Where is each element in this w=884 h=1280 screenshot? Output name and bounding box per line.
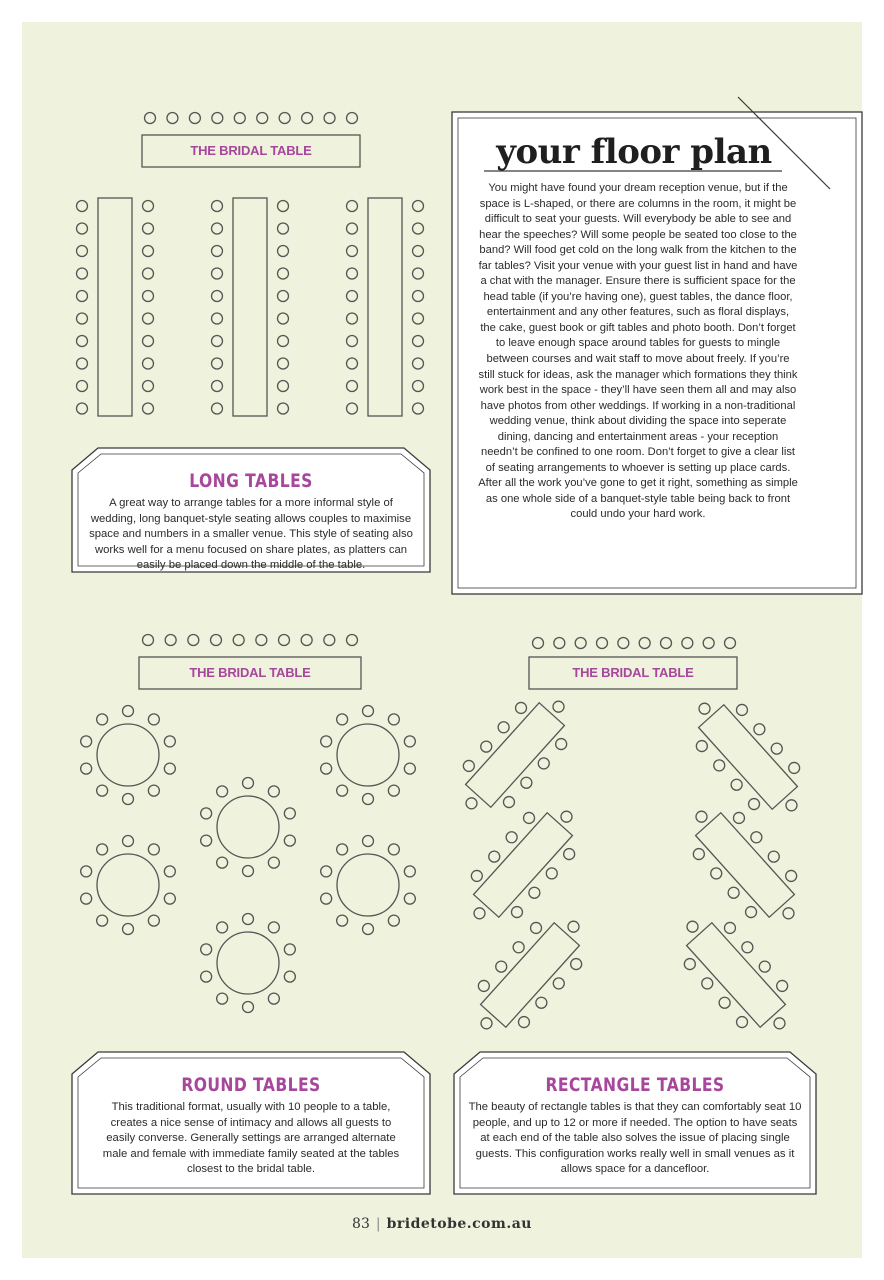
intro-heading: your floor plan	[496, 132, 772, 172]
chair	[714, 760, 725, 771]
chair	[736, 704, 747, 715]
chair	[77, 201, 88, 212]
chair	[211, 635, 222, 646]
chair	[749, 799, 760, 810]
chair	[553, 978, 564, 989]
chair	[347, 201, 358, 212]
chair	[513, 942, 524, 953]
chair	[363, 706, 374, 717]
rectangle-table	[699, 705, 798, 809]
round-table	[337, 854, 399, 916]
chair	[143, 246, 154, 257]
chair	[404, 866, 415, 877]
chair	[463, 760, 474, 771]
chair	[347, 403, 358, 414]
chair	[189, 113, 200, 124]
footer-website: bridetobe.com.au	[386, 1216, 532, 1232]
bridal-table-label-rectangle: THE BRIDAL TABLE	[572, 665, 694, 680]
chair	[212, 223, 223, 234]
chair	[489, 851, 500, 862]
chair	[337, 714, 348, 725]
chair	[77, 223, 88, 234]
chair	[474, 908, 485, 919]
chair	[413, 358, 424, 369]
chair	[145, 113, 156, 124]
chair	[81, 893, 92, 904]
chair	[243, 914, 254, 925]
chair	[123, 924, 134, 935]
chair	[337, 915, 348, 926]
round-tables-body: This traditional format, usually with 10 people to a table, creates a nice sense of intimacy and allows all guests to easily converse. Generally settings are arranged alternate male and female with immediate family seated at the tables closest to the bridal table.	[102, 1101, 400, 1175]
chair	[143, 336, 154, 347]
chair	[77, 358, 88, 369]
chair	[278, 291, 289, 302]
chair	[737, 1017, 748, 1028]
chair	[699, 703, 710, 714]
chair	[478, 980, 489, 991]
chair	[212, 313, 223, 324]
chair	[413, 201, 424, 212]
chair	[212, 268, 223, 279]
chair	[347, 268, 358, 279]
chair	[725, 638, 736, 649]
chair	[556, 739, 567, 750]
chair	[347, 381, 358, 392]
chair	[123, 706, 134, 717]
chair	[164, 893, 175, 904]
long-table	[98, 198, 132, 416]
chair	[347, 313, 358, 324]
chair	[212, 246, 223, 257]
chair	[278, 403, 289, 414]
chair	[77, 246, 88, 257]
chair	[278, 223, 289, 234]
long-tables-card	[86, 470, 416, 574]
chair	[789, 762, 800, 773]
chair	[201, 808, 212, 819]
chair	[217, 786, 228, 797]
chair	[278, 358, 289, 369]
chair	[521, 777, 532, 788]
chair	[97, 915, 108, 926]
rectangle-table	[687, 923, 786, 1027]
chair	[321, 763, 332, 774]
chair	[143, 223, 154, 234]
chair	[696, 811, 707, 822]
chair	[733, 812, 744, 823]
chair	[148, 785, 159, 796]
chair	[404, 736, 415, 747]
chair	[164, 736, 175, 747]
chair	[413, 291, 424, 302]
chair	[413, 403, 424, 414]
chair	[554, 638, 565, 649]
chair	[324, 635, 335, 646]
chair	[703, 638, 714, 649]
chair	[201, 835, 212, 846]
rectangle-tables-body: The beauty of rectangle tables is that they can comfortably seat 10 people, and up to 12 or more if needed. The option to have seats at each end of the table also solves the issue of placing single guests. This configuration works really well in small venues as it allows space for a dancefloor.	[468, 1101, 802, 1175]
chair	[684, 959, 695, 970]
round-tables-title: ROUND TABLES	[181, 1074, 321, 1096]
chair	[167, 113, 178, 124]
bridal-table-label-long: THE BRIDAL TABLE	[190, 143, 312, 158]
chair	[413, 381, 424, 392]
page-number: 83	[352, 1216, 370, 1232]
chair	[243, 866, 254, 877]
chair	[337, 844, 348, 855]
chair	[687, 921, 698, 932]
chair	[702, 978, 713, 989]
chair	[212, 336, 223, 347]
chair	[388, 844, 399, 855]
chair	[279, 113, 290, 124]
chair	[561, 811, 572, 822]
chair	[97, 844, 108, 855]
chair	[481, 1018, 492, 1029]
chair	[212, 381, 223, 392]
chair	[233, 635, 244, 646]
chair	[143, 201, 154, 212]
chair	[786, 800, 797, 811]
chair	[506, 832, 517, 843]
chair	[347, 223, 358, 234]
chair	[77, 381, 88, 392]
chair	[268, 922, 279, 933]
long-tables-title: LONG TABLES	[189, 470, 313, 492]
chair	[148, 844, 159, 855]
chair	[278, 268, 289, 279]
chair	[347, 358, 358, 369]
chair	[217, 922, 228, 933]
chair	[347, 246, 358, 257]
chair	[284, 971, 295, 982]
chair	[77, 291, 88, 302]
chair	[143, 313, 154, 324]
chair	[257, 113, 268, 124]
chair	[751, 832, 762, 843]
chair	[77, 336, 88, 347]
chair	[553, 701, 564, 712]
chair	[575, 638, 586, 649]
chair	[771, 743, 782, 754]
chair	[278, 381, 289, 392]
chair	[571, 959, 582, 970]
chair	[81, 736, 92, 747]
chair	[777, 980, 788, 991]
chair	[661, 638, 672, 649]
chair	[256, 635, 267, 646]
chair	[742, 942, 753, 953]
bridal-table-label-round: THE BRIDAL TABLE	[189, 665, 311, 680]
chair	[123, 794, 134, 805]
chair	[413, 223, 424, 234]
round-table	[97, 724, 159, 786]
chair	[639, 638, 650, 649]
chair	[243, 1002, 254, 1013]
chair	[143, 291, 154, 302]
chair	[217, 993, 228, 1004]
chair	[529, 887, 540, 898]
chair	[321, 866, 332, 877]
chair	[774, 1018, 785, 1029]
chair	[278, 313, 289, 324]
chair	[682, 638, 693, 649]
chair	[724, 922, 735, 933]
chair	[347, 113, 358, 124]
footer-separator: |	[375, 1216, 381, 1232]
chair	[164, 763, 175, 774]
chair	[524, 812, 535, 823]
chair	[759, 961, 770, 972]
rectangle-table	[466, 703, 565, 807]
chair	[143, 403, 154, 414]
chair	[347, 291, 358, 302]
long-table	[233, 198, 267, 416]
chair	[278, 246, 289, 257]
chair	[188, 635, 199, 646]
chair	[337, 785, 348, 796]
long-table	[368, 198, 402, 416]
chair	[413, 246, 424, 257]
chair	[711, 868, 722, 879]
rectangle-table	[474, 813, 573, 917]
chair	[212, 113, 223, 124]
chair	[278, 336, 289, 347]
page-footer	[0, 1216, 884, 1232]
chair	[279, 635, 290, 646]
rectangle-table	[481, 923, 580, 1027]
round-tables-card	[96, 1074, 406, 1178]
chair	[212, 291, 223, 302]
chair	[278, 201, 289, 212]
chair	[321, 893, 332, 904]
chair	[284, 835, 295, 846]
chair	[217, 857, 228, 868]
chair	[536, 997, 547, 1008]
chair	[719, 997, 730, 1008]
long-tables-body: A great way to arrange tables for a more informal style of wedding, long banquet-style seating allows couples to maximise space and numbers in a smaller venue. This style of seating also works well for a menu focused on share plates, as platters can easily be placed down the middle of the table.	[89, 497, 413, 571]
chair	[696, 741, 707, 752]
chair	[212, 201, 223, 212]
chair	[786, 870, 797, 881]
chair	[268, 786, 279, 797]
chair	[388, 915, 399, 926]
chair	[511, 907, 522, 918]
rectangle-tables-card	[468, 1074, 802, 1178]
chair	[466, 798, 477, 809]
chair	[746, 907, 757, 918]
chair	[498, 722, 509, 733]
chair	[212, 403, 223, 414]
chair	[618, 638, 629, 649]
chair	[496, 961, 507, 972]
chair	[77, 268, 88, 279]
chair	[388, 785, 399, 796]
chair	[123, 836, 134, 847]
chair	[81, 866, 92, 877]
chair	[321, 736, 332, 747]
chair	[388, 714, 399, 725]
chair	[284, 808, 295, 819]
chair	[243, 778, 254, 789]
chair	[97, 785, 108, 796]
chair	[538, 758, 549, 769]
chair	[404, 893, 415, 904]
rectangle-tables-title: RECTANGLE TABLES	[545, 1074, 725, 1096]
chair	[471, 870, 482, 881]
chair	[363, 836, 374, 847]
chair	[597, 638, 608, 649]
chair	[363, 924, 374, 935]
chair	[564, 849, 575, 860]
rectangle-table	[696, 813, 795, 917]
chair	[503, 797, 514, 808]
round-table	[337, 724, 399, 786]
chair	[413, 268, 424, 279]
chair	[301, 635, 312, 646]
chair	[413, 336, 424, 347]
chair	[728, 887, 739, 898]
chair	[268, 857, 279, 868]
chair	[201, 944, 212, 955]
chair	[148, 915, 159, 926]
chair	[201, 971, 212, 982]
chair	[81, 763, 92, 774]
chair	[413, 313, 424, 324]
chair	[768, 851, 779, 862]
chair	[568, 921, 579, 932]
chair	[363, 794, 374, 805]
chair	[164, 866, 175, 877]
chair	[754, 724, 765, 735]
chair	[77, 313, 88, 324]
chair	[77, 403, 88, 414]
round-table	[217, 796, 279, 858]
chair	[165, 635, 176, 646]
chair	[533, 638, 544, 649]
chair	[783, 908, 794, 919]
chair	[481, 741, 492, 752]
chair	[97, 714, 108, 725]
chair	[143, 381, 154, 392]
chair	[516, 702, 527, 713]
chair	[268, 993, 279, 1004]
chair	[148, 714, 159, 725]
round-table	[97, 854, 159, 916]
chair	[693, 849, 704, 860]
intro-body: You might have found your dream reception venue, but if the space is L-shaped, or there are columns in the room, it might be difficult to seat your guests. Will everybody be able to see and hear the speeches? Will some people be seated too close to the band? Will food get cold on the long walk from the kitchen to the far tables? Visit your venue with your guest list in hand and have a chat with the manager. Ensure there is sufficient space for the head table (if you’re having one), guest tables, the dance floor, entertainment and any other features, such as floral displays, the cake, guest book or gift tables and photo booth. Don’t forget to leave enough space around tables for guests to mingle between courses and wait staff to move about freely. If you’re still stuck for ideas, ask the manager which formations they think work best in the space - they’ll have seen them all and may also have photos from other weddings. If working in a non-traditional wedding venue, think about dividing the space into seperate dining, dancing and entertainment areas - your reception needn’t be confined to one room. Don’t forget to give a clear list of seating arrangements to whoever is setting up place cards. After all the work you’ve gone to get it right, something as simple as one whole side of a banquet-style table being back to front could undo your hard work.	[478, 182, 798, 521]
chair	[302, 113, 313, 124]
chair	[404, 763, 415, 774]
round-table	[217, 932, 279, 994]
chair	[212, 358, 223, 369]
chair	[143, 268, 154, 279]
chair	[234, 113, 245, 124]
chair	[347, 336, 358, 347]
chair	[324, 113, 335, 124]
chair	[143, 358, 154, 369]
chair	[546, 868, 557, 879]
chair	[518, 1017, 529, 1028]
chair	[143, 635, 154, 646]
chair	[347, 635, 358, 646]
chair	[531, 922, 542, 933]
chair	[284, 944, 295, 955]
chair	[731, 779, 742, 790]
